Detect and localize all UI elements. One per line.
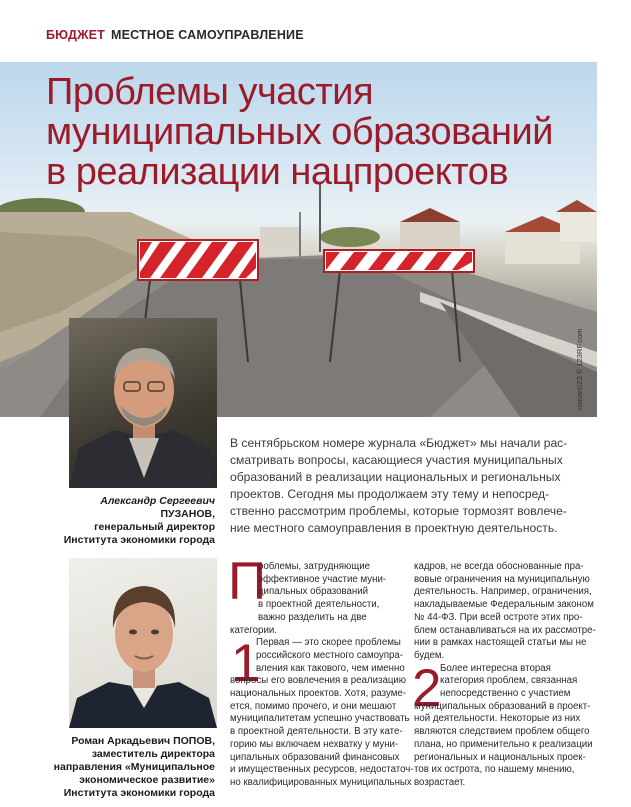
body-column-2: [414, 561, 594, 790]
body-line: деятельность. Например, ограничения,: [414, 586, 592, 598]
author-name-first: Александр Сергеевич: [100, 495, 215, 507]
body-line: вовые ограничения на муниципальную: [414, 573, 590, 585]
body-line: Первая — это скорее проблемы: [256, 637, 401, 649]
body-line: в проектной деятельности,: [258, 599, 380, 611]
body-line: непосредственно с участием: [440, 688, 571, 700]
body-line: № 44-ФЗ. При всей остроте этих про-: [414, 611, 583, 623]
body-line: ципальных образований финансовых: [230, 751, 400, 763]
lead-line: образований в реализации национальных и региональных: [230, 470, 561, 485]
drop-cap-one: 1: [231, 634, 261, 693]
drop-cap-p: П: [228, 552, 267, 611]
drop-cap-two: 2: [412, 659, 442, 718]
body-line: категория проблем, связанная: [440, 675, 578, 687]
section-label: [46, 28, 304, 42]
body-line: вопросы его вовлечения в реализацию: [230, 675, 407, 687]
body-line: важно разделить на две: [258, 611, 367, 623]
title-line: муниципальных образований: [46, 111, 553, 153]
author-name-last: ПУЗАНОВ,: [160, 508, 215, 520]
title-line: Проблемы участия: [46, 71, 374, 113]
body-line: будем.: [414, 649, 445, 661]
lead-line: В сентябрьском номере журнала «Бюджет» мы начали рас-: [230, 436, 568, 450]
body-line: Более интересна вторая: [440, 662, 551, 674]
portrait-illustration: [69, 318, 217, 488]
author-position: генеральный директор: [94, 521, 215, 533]
author-photo-puzanov: [69, 318, 217, 488]
lead-line: проектов. Сегодня мы продолжаем эту тему и непосред-: [230, 487, 550, 502]
lead-paragraph: [230, 435, 602, 538]
body-column-1: [230, 561, 414, 790]
body-line: возрастает.: [414, 776, 466, 788]
lead-line: ственно рассмотрим проблемы, которые тормозят вовлече-: [230, 504, 567, 519]
body-line: муниципалитетам успешно участвовать: [230, 713, 410, 725]
body-line: горию мы включаем нехватку у муни-: [230, 738, 399, 750]
body-line: региональных и национальных проек-: [414, 751, 586, 763]
section-main: БЮДЖЕТ: [46, 28, 105, 42]
body-line: роблемы, затрудняющие: [258, 561, 371, 572]
lead-line: сматривать вопросы, касающиеся участия муниципальных: [230, 453, 563, 468]
portrait-illustration: [69, 558, 217, 728]
title-line: в реализации нацпроектов: [46, 151, 509, 193]
author-position-cont: направления «Муниципальное: [53, 761, 215, 773]
author-organization: Института экономики города: [63, 534, 215, 546]
author-organization: Института экономики города: [63, 787, 215, 799]
body-line: ется, помимо прочего, и они мешают: [230, 700, 397, 712]
author-photo-popov: [69, 558, 217, 728]
author-position-cont: экономическое развитие»: [79, 774, 215, 786]
body-line: тов их острота, по нашему мнению,: [414, 764, 575, 776]
body-line: муниципальных образований в проект-: [414, 700, 591, 712]
author-position: заместитель директора: [91, 748, 215, 760]
body-line: блем останавливаться на их рассмотре-: [414, 624, 596, 636]
body-line: и имущественных ресурсов, недостаточ-: [230, 764, 414, 776]
author-name: Роман Аркадьевич ПОПОВ,: [71, 735, 215, 747]
body-line: ципальных образований: [258, 586, 369, 598]
section-sub: МЕСТНОЕ САМОУПРАВЛЕНИЕ: [110, 28, 304, 42]
body-line: являются следствием проблем общего: [414, 726, 590, 738]
photo-credit: roman023 © 123RF.com: [575, 328, 584, 410]
lead-line: ние местного самоуправления в проектную деятельность.: [230, 521, 558, 536]
body-line: но квалифицированных муниципальных: [230, 776, 412, 788]
body-line: в проектной деятельности. В эту кате-: [230, 726, 403, 738]
body-line: категории.: [230, 624, 277, 636]
body-line: национальных проектов. Хотя, разуме-: [230, 688, 406, 700]
body-line: эффективное участие муни-: [258, 573, 387, 585]
author-caption-puzanov: [10, 495, 215, 547]
body-line: плана, но применительно к реализации: [414, 738, 593, 750]
body-line: нии в рамках настоящей статьи мы не: [414, 637, 587, 649]
body-line: вления как такового, чем именно: [256, 662, 405, 674]
body-line: российского местного самоупра-: [256, 649, 403, 661]
body-line: ной деятельности. Некоторые из них: [414, 713, 581, 725]
page-title: [46, 72, 586, 192]
author-caption-popov: [10, 735, 215, 800]
body-line: кадров, не всегда обоснованные пра-: [414, 561, 584, 572]
body-line: накладываемые Федеральным законом: [414, 599, 594, 611]
